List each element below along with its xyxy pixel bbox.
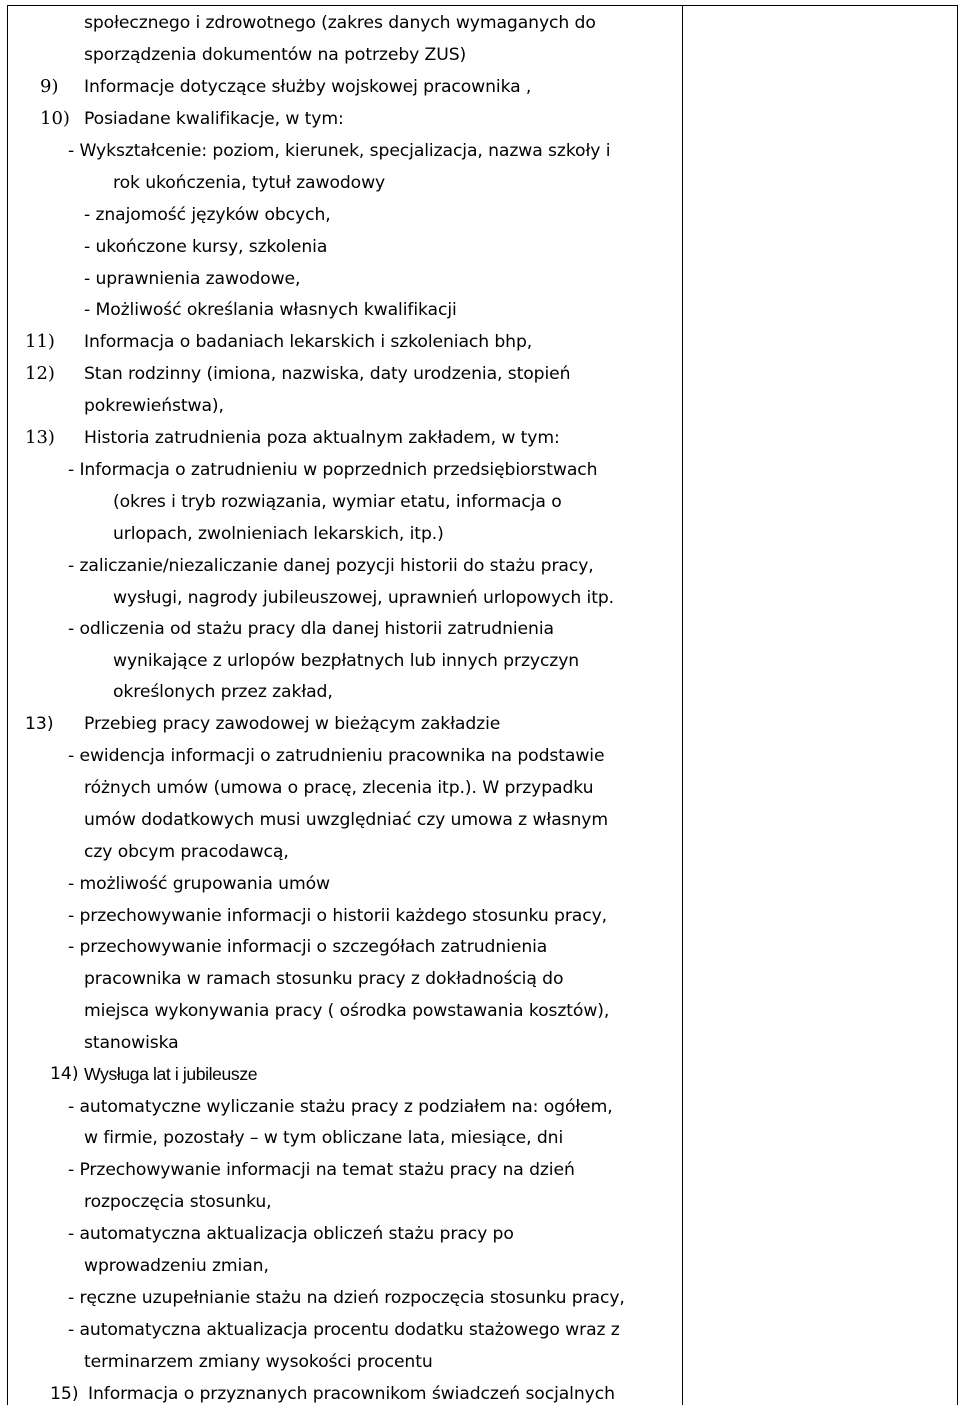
text-line: - automatyczna aktualizacja obliczeń stażu pracy po [68, 1224, 514, 1244]
text-line: różnych umów (umowa o pracę, zlecenia itp.). W przypadku [84, 778, 594, 798]
text-line: - przechowywanie informacji o szczegółach zatrudnienia [68, 937, 548, 957]
text-line: wysługi, nagrody jubileuszowej, uprawnień urlopowych itp. [113, 588, 615, 608]
text-line: - Możliwość określania własnych kwalifikacji [84, 300, 457, 320]
text-line: - Przechowywanie informacji na temat stażu pracy na dzień [68, 1160, 575, 1180]
item-number-11: 11) [25, 331, 55, 352]
text-line: - ukończone kursy, szkolenia [84, 237, 328, 257]
text-line: - możliwość grupowania umów [68, 874, 330, 894]
text-line: umów dodatkowych musi uwzględniać czy umowa z własnym [84, 810, 608, 830]
item-number-14: 14) [50, 1064, 79, 1084]
item-number-10: 10) [40, 108, 70, 129]
text-line: rok ukończenia, tytuł zawodowy [113, 173, 386, 193]
text-line: Informacje dotyczące służby wojskowej pracownika , [84, 77, 532, 97]
text-line: - ręczne uzupełnianie stażu na dzień rozpoczęcia stosunku pracy, [68, 1288, 625, 1308]
item-number-15: 15) [50, 1384, 79, 1404]
item-number-9: 9) [40, 76, 59, 97]
text-line: - zaliczanie/niezaliczanie danej pozycji historii do stażu pracy, [68, 556, 594, 576]
text-line: - automatyczna aktualizacja procentu dodatku stażowego wraz z [68, 1320, 620, 1340]
text-line: określonych przez zakład, [113, 682, 333, 702]
text-line: pokrewieństwa), [84, 396, 224, 416]
text-line: sporządzenia dokumentów na potrzeby ZUS) [84, 45, 467, 65]
item-number-13b: 13) [25, 714, 54, 734]
text-line: terminarzem zmiany wysokości procentu [84, 1352, 433, 1372]
text-line: wprowadzeniu zmian, [84, 1256, 269, 1276]
text-line: - uprawnienia zawodowe, [84, 269, 301, 289]
text-line: miejsca wykonywania pracy ( ośrodka powstawania kosztów), [84, 1001, 610, 1021]
item-number-12: 12) [25, 363, 55, 384]
text-line: Posiadane kwalifikacje, w tym: [84, 109, 344, 129]
text-line: - odliczenia od stażu pracy dla danej historii zatrudnienia [68, 619, 554, 639]
text-line: Informacja o przyznanych pracownikom świadczeń socjalnych [88, 1384, 615, 1404]
text-line: Wysługa lat i jubileusze [84, 1064, 258, 1084]
text-line: społecznego i zdrowotnego (zakres danych wymaganych do [84, 13, 596, 33]
text-line: Stan rodzinny (imiona, nazwiska, daty urodzenia, stopień [84, 364, 571, 384]
table-cell-empty [682, 5, 958, 1405]
text-line: urlopach, zwolnieniach lekarskich, itp.) [113, 524, 444, 544]
text-line: stanowiska [84, 1033, 179, 1053]
text-line: - przechowywanie informacji o historii każdego stosunku pracy, [68, 906, 607, 926]
item-number-13a: 13) [25, 427, 55, 448]
text-line: pracownika w ramach stosunku pracy z dokładnością do [84, 969, 564, 989]
text-line: w firmie, pozostały – w tym obliczane lata, miesiące, dni [84, 1128, 564, 1148]
text-line: Przebieg pracy zawodowej w bieżącym zakładzie [84, 714, 501, 734]
text-line: - Informacja o zatrudnieniu w poprzednich przedsiębiorstwach [68, 460, 598, 480]
text-line: Informacja o badaniach lekarskich i szkoleniach bhp, [84, 332, 533, 352]
text-line: Historia zatrudnienia poza aktualnym zakładem, w tym: [84, 428, 560, 448]
text-line: - ewidencja informacji o zatrudnieniu pracownika na podstawie [68, 746, 605, 766]
text-line: (okres i tryb rozwiązania, wymiar etatu, informacja o [113, 492, 562, 512]
text-line: - znajomość języków obcych, [84, 205, 331, 225]
text-line: czy obcym pracodawcą, [84, 842, 289, 862]
text-line: rozpoczęcia stosunku, [84, 1192, 272, 1212]
text-line: wynikające z urlopów bezpłatnych lub innych przyczyn [113, 651, 580, 671]
text-line: - Wykształcenie: poziom, kierunek, specjalizacja, nazwa szkoły i [68, 141, 611, 161]
text-line: - automatyczne wyliczanie stażu pracy z podziałem na: ogółem, [68, 1097, 613, 1117]
